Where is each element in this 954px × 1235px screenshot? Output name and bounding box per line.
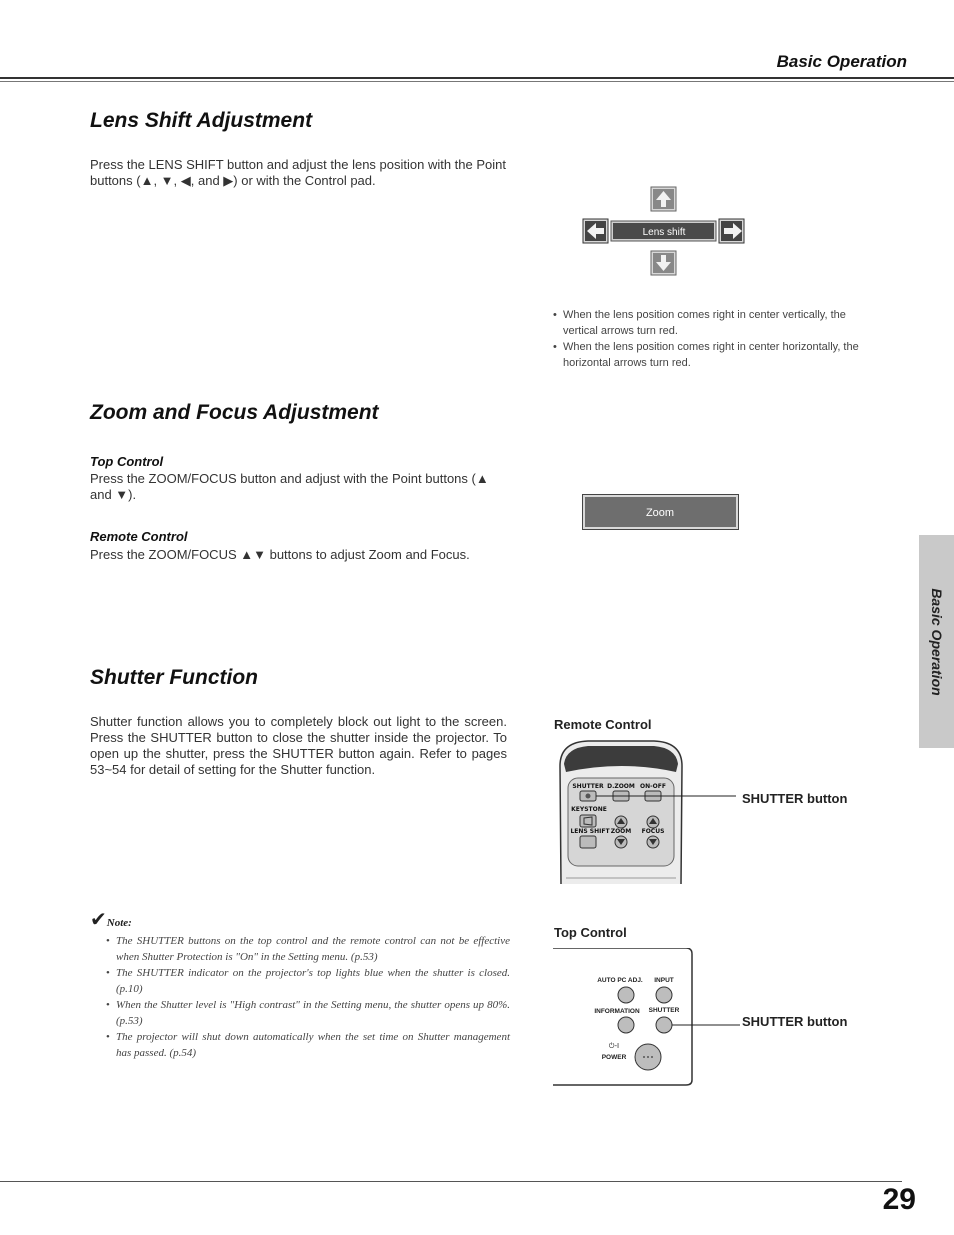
arrow-right-icon: [719, 219, 744, 243]
top-input-label: INPUT: [654, 977, 674, 984]
remote-control-label: Remote Control: [554, 717, 652, 732]
zoom-focus-title: Zoom and Focus Adjustment: [90, 401, 379, 424]
top-control-label: Top Control: [554, 925, 627, 940]
remote-control-illustration: [558, 738, 858, 884]
zoom-top-control-body: Press the ZOOM/FOCUS button and adjust with the Point buttons (▲ and ▼).: [90, 471, 489, 502]
side-tab[interactable]: [919, 535, 954, 748]
lens-shift-note: • When the lens position comes right in center vertically, the vertical arrows turn red.: [553, 307, 865, 339]
remote-keystone-label: KEYSTONE: [571, 806, 607, 813]
remote-lensshift-label: LENS SHIFT: [570, 828, 610, 835]
header-rule-thin: [0, 81, 954, 82]
checkmark-icon: ✔: [90, 907, 107, 931]
lens-shift-note: • When the lens position comes right in center horizontally, the horizontal arrows turn red.: [553, 339, 865, 371]
header-title: Basic Operation: [776, 52, 907, 71]
remote-lensshift-button: [580, 836, 596, 848]
remote-shutter-callout: SHUTTER button: [742, 791, 848, 806]
zoom-top-control-heading: Top Control: [90, 454, 164, 469]
page-number: 29: [882, 1183, 916, 1216]
zoom-remote-control-body: Press the ZOOM/FOCUS ▲▼ buttons to adjust Zoom and Focus.: [90, 547, 470, 562]
shutter-body: Shutter function allows you to completely block out light to the screen. Press the SHUTTER button to close the shutter inside the projector. To open up the shutter, press the SHUTTER button again. Refer to pages 53~54 for detail of setting for the Shutter function.: [90, 714, 507, 777]
arrow-up-icon: [651, 187, 676, 211]
arrow-down-icon: [651, 251, 676, 275]
footer-rule: [0, 1181, 902, 1182]
lens-shift-notes: [553, 307, 865, 371]
lens-shift-body: Press the LENS SHIFT button and adjust the lens position with the Point buttons (▲, ▼, ◀, and ▶) or with the Control pad.: [90, 157, 506, 188]
top-autopc-label: AUTO PC ADJ.: [597, 977, 643, 984]
remote-focus-label: FOCUS: [641, 828, 665, 835]
remote-zoom-label: ZOOM: [610, 828, 632, 835]
remote-keystone-button: [580, 815, 596, 827]
top-shutter-label: SHUTTER: [648, 1007, 680, 1014]
remote-onoff-label: ON-OFF: [640, 783, 666, 790]
zoom-remote-control-heading: Remote Control: [90, 529, 188, 544]
power-symbol-icon: ⏻-I: [608, 1042, 620, 1050]
top-power-label: POWER: [601, 1054, 627, 1061]
top-shutter-callout: SHUTTER button: [742, 1014, 848, 1029]
remote-shutter-label: SHUTTER: [572, 783, 604, 790]
header-rule-thick: [0, 77, 954, 79]
note-item: • When the Shutter level is "High contrast" in the Setting menu, the shutter opens up 80%. (p.53): [106, 997, 510, 1029]
remote-dzoom-label: D.ZOOM: [607, 783, 635, 790]
shutter-title: Shutter Function: [90, 666, 258, 689]
arrow-left-icon: [583, 219, 608, 243]
top-information-label: INFORMATION: [594, 1008, 640, 1015]
note-item: • The SHUTTER indicator on the projector's top lights blue when the shutter is closed. (p.10): [106, 965, 510, 997]
top-information-button: [618, 1017, 634, 1033]
zoom-osd: [582, 494, 739, 530]
note-block: [90, 907, 510, 1061]
top-autopc-button: [618, 987, 634, 1003]
lens-shift-osd: [582, 185, 746, 277]
lens-shift-title: Lens Shift Adjustment: [90, 109, 313, 132]
side-tab-label: Basic Operation: [928, 587, 945, 696]
note-item: • The projector will shut down automatically when the set time on Shutter management has passed. (p.54): [106, 1029, 510, 1061]
zoom-osd-label: Zoom: [645, 507, 675, 519]
top-input-button: [656, 987, 672, 1003]
top-control-illustration: [550, 948, 740, 1088]
top-shutter-button: [656, 1017, 672, 1033]
note-item: • The SHUTTER buttons on the top control and the remote control can not be effective when Shutter Protection is "On" in the Setting menu. (p.53): [106, 933, 510, 965]
note-heading: ✔Note:: [90, 907, 132, 931]
lens-shift-osd-label: Lens shift: [642, 227, 686, 238]
